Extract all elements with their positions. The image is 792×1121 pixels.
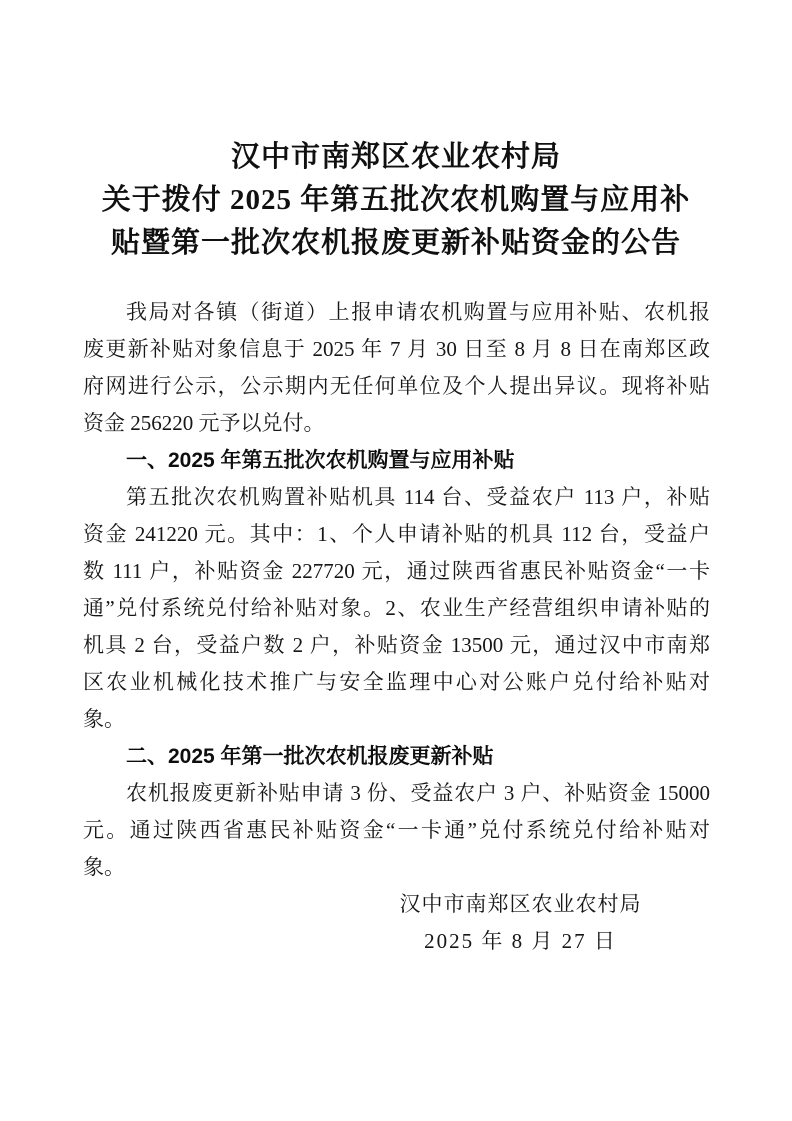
section-1-line: 通”兑付系统兑付给补贴对象。2、农业生产经营组织申请补贴的 xyxy=(83,596,710,620)
section-1-line: 数 111 户，补贴资金 227720 元，通过陕西省惠民补贴资金“一卡 xyxy=(83,559,710,583)
paragraph-1-line: 府网进行公示，公示期内无任何单位及个人提出异议。现将补贴 xyxy=(83,374,710,398)
section-2-line: 象。 xyxy=(83,855,125,879)
section-1-line: 象。 xyxy=(83,707,125,731)
title-line-3: 贴暨第一批次农机报废更新补贴资金的公告 xyxy=(110,227,681,259)
section-2-heading: 二、2025 年第一批次农机报废更新补贴 xyxy=(126,745,494,768)
document-title xyxy=(0,0,792,265)
title-line-2: 关于拨付 2025 年第五批次农机购置与应用补 xyxy=(101,184,691,216)
section-1-line: 区农业机械化技术推广与安全监理中心对公账户兑付给补贴对 xyxy=(83,670,710,694)
section-2-line: 农机报废更新补贴申请 3 份、受益农户 3 户、补贴资金 15000 xyxy=(126,781,710,805)
section-1-line: 第五批次农机购置补贴机具 114 台、受益农户 113 户，补贴 xyxy=(126,485,710,509)
document-body xyxy=(83,294,710,960)
section-1-line: 机具 2 台，受益户数 2 户，补贴资金 13500 元，通过汉中市南郑 xyxy=(83,633,710,657)
paragraph-1-line: 我局对各镇（街道）上报申请农机购置与应用补贴、农机报 xyxy=(126,300,710,324)
paragraph-1-line: 废更新补贴对象信息于 2025 年 7 月 30 日至 8 月 8 日在南郑区政 xyxy=(83,337,710,361)
section-1-line: 资金 241220 元。其中：1、个人申请补贴的机具 112 台，受益户 xyxy=(83,522,710,546)
paragraph-1-line: 资金 256220 元予以兑付。 xyxy=(83,411,325,435)
date-line: 2025 年 8 月 27 日 xyxy=(424,929,617,953)
title-line-1: 汉中市南郑区农业农村局 xyxy=(230,141,561,173)
signature-line: 汉中市南郑区农业农村局 xyxy=(399,892,642,916)
section-2-line: 元。通过陕西省惠民补贴资金“一卡通”兑付系统兑付给补贴对 xyxy=(83,818,710,842)
section-1-heading: 一、2025 年第五批次农机购置与应用补贴 xyxy=(126,449,515,472)
